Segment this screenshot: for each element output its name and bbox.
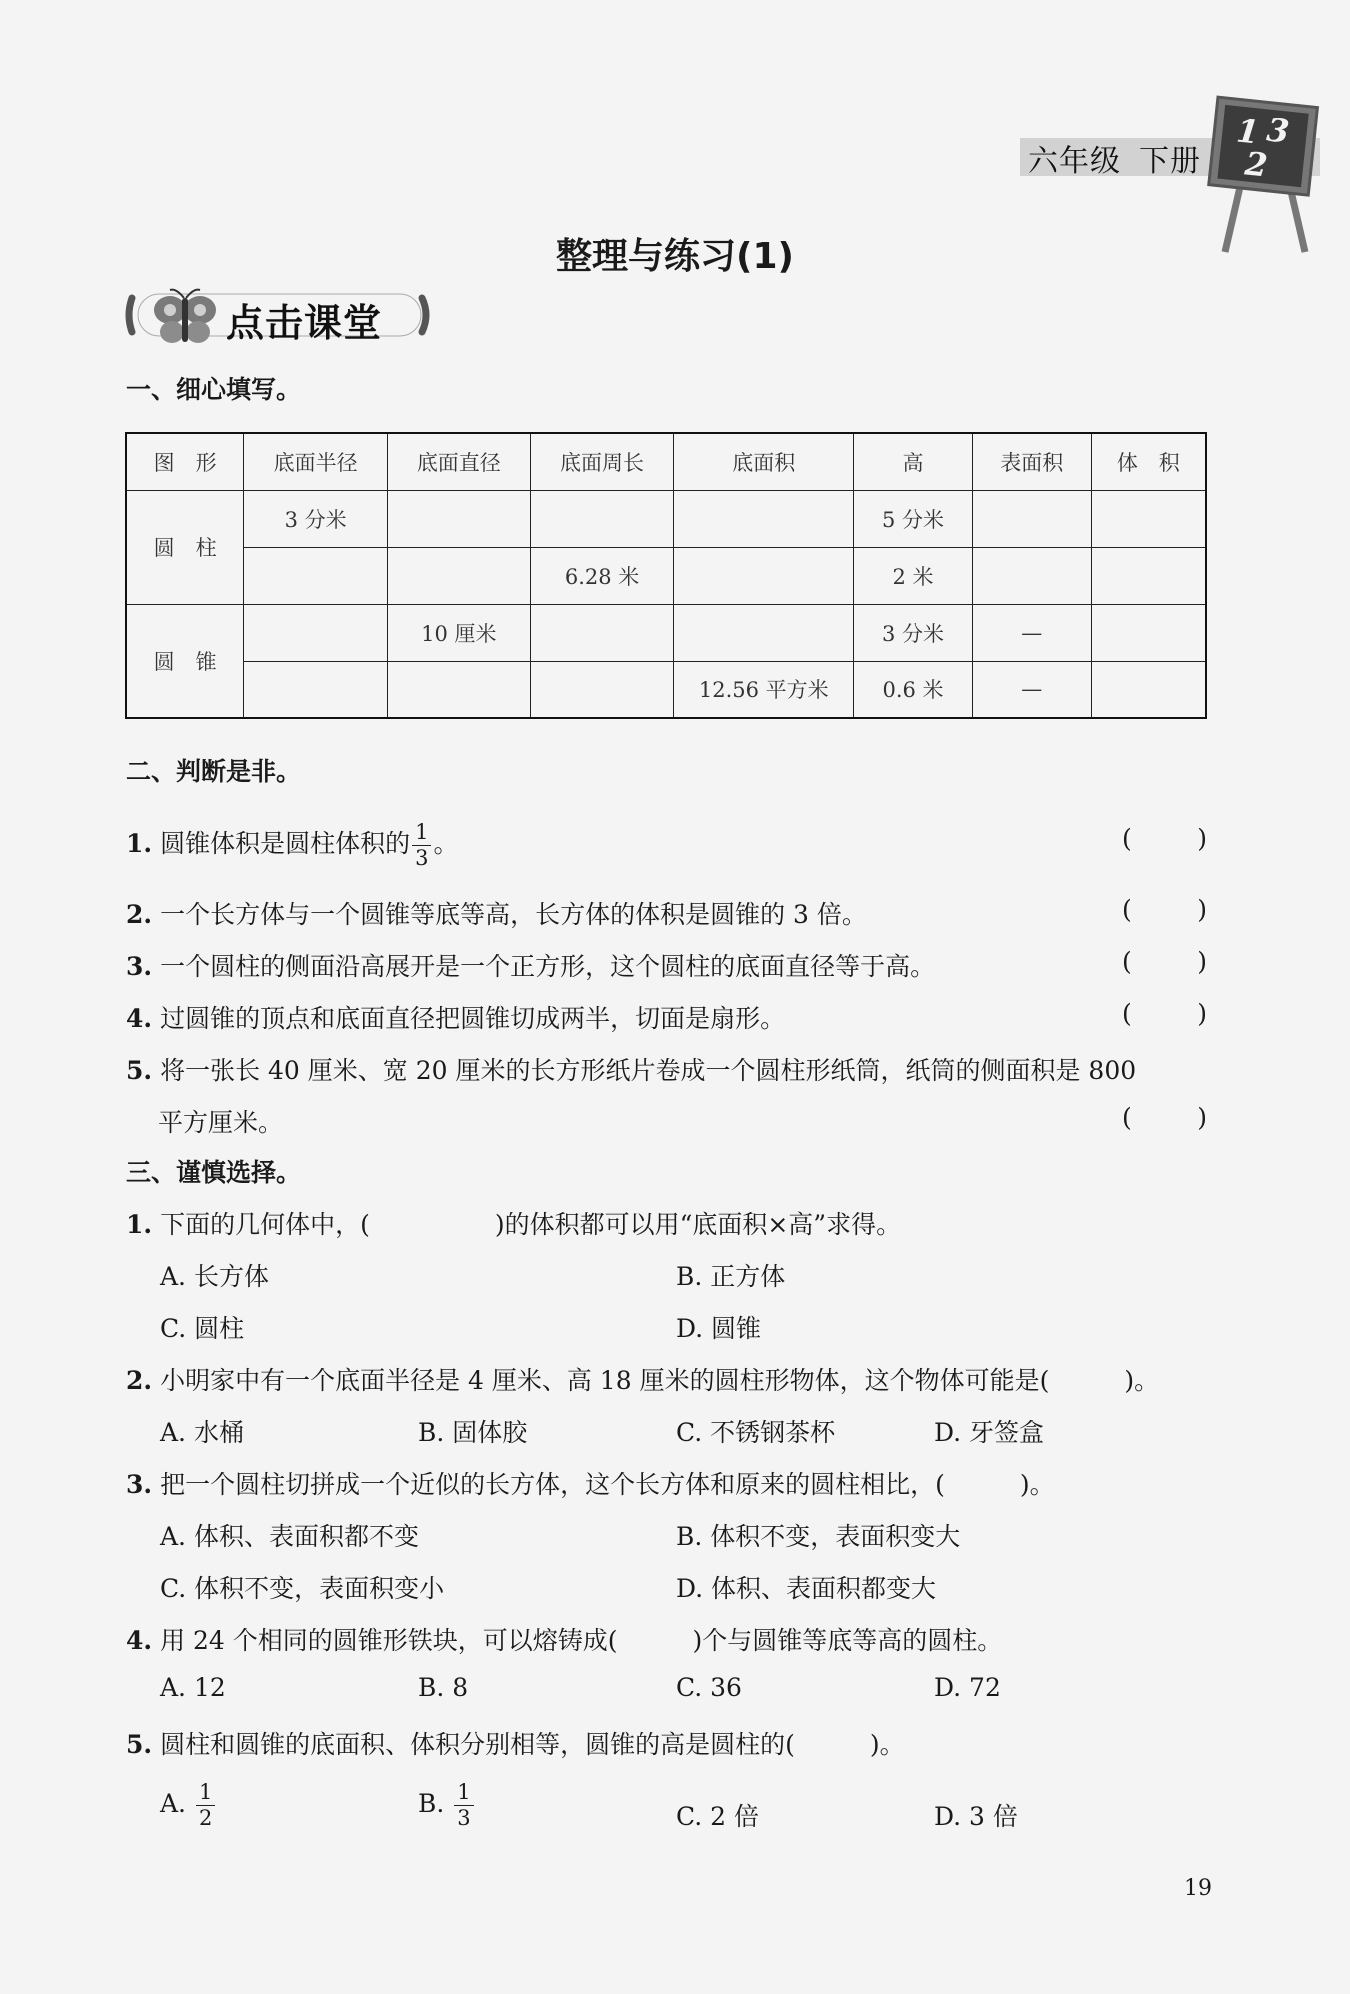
option-b[interactable] [418, 1782, 476, 1829]
option-d[interactable]: D. 72 [934, 1673, 1001, 1702]
table-cell [972, 490, 1091, 547]
table-cell: 3 分米 [854, 604, 973, 661]
answer-parens[interactable] [1122, 999, 1207, 1028]
item-text: 一个长方体与一个圆锥等底等高，长方体的体积是圆锥的 3 倍。 [160, 900, 867, 929]
answer-parens[interactable] [1122, 1103, 1207, 1132]
table-cell [244, 547, 388, 604]
option-d[interactable]: D. 牙签盒 [934, 1418, 1045, 1447]
answer-parens[interactable] [1122, 947, 1207, 976]
option-c[interactable]: C. 不锈钢茶杯 [676, 1418, 836, 1447]
header-cell: 底面半径 [244, 433, 388, 490]
header-cell: 表面积 [972, 433, 1091, 490]
fraction [196, 1782, 215, 1829]
table-cell [244, 604, 388, 661]
dimension-table [125, 432, 1207, 719]
item-number: 4. [126, 1004, 153, 1033]
section2-heading: 二、判断是非。 [126, 757, 302, 786]
option-b[interactable]: B. 8 [418, 1673, 469, 1702]
volume-text: 下册 [1139, 144, 1201, 179]
table-cell [972, 547, 1091, 604]
judge-item-3 [126, 947, 935, 983]
board-number-3: 3 [1264, 110, 1291, 151]
item-text: 一个圆柱的侧面沿高展开是一个正方形，这个圆柱的底面直径等于高。 [160, 952, 936, 981]
paren-open: ( [1122, 824, 1132, 853]
grade-text: 六年级 [1028, 144, 1121, 179]
header-cell: 图 形 [126, 433, 244, 490]
table-cell: 3 分米 [244, 490, 388, 547]
table-cell: 0.6 米 [854, 661, 973, 718]
option-b[interactable]: B. 固体胶 [418, 1418, 528, 1447]
table-row [126, 661, 1206, 718]
banner-title: 点击课堂 [226, 301, 383, 345]
judge-item-5 [126, 1051, 1136, 1087]
paren-close: ) [1197, 824, 1207, 853]
table-cell: 5 分米 [854, 490, 973, 547]
item-text: 圆锥体积是圆柱体积的 [160, 829, 411, 858]
section1-heading: 一、细心填写。 [126, 375, 302, 404]
header-cell: 体 积 [1091, 433, 1206, 490]
fraction-numerator: 1 [196, 1782, 215, 1806]
table-cell [674, 490, 854, 547]
option-a[interactable]: A. 长方体 [160, 1262, 269, 1291]
header-cell: 底面直径 [387, 433, 530, 490]
table-cell: — [972, 661, 1091, 718]
table-cell: — [972, 604, 1091, 661]
option-a[interactable]: A. 水桶 [160, 1418, 244, 1447]
fraction [412, 822, 431, 869]
option-c[interactable]: C. 体积不变，表面积变小 [160, 1574, 445, 1603]
table-cell: 12.56 平方米 [674, 661, 854, 718]
fraction-numerator: 1 [454, 1782, 473, 1806]
fraction-denominator: 3 [457, 1806, 471, 1830]
paren-open: ( [1122, 1103, 1132, 1132]
choice-item-3 [126, 1465, 1055, 1501]
paren-close: ) [1197, 895, 1207, 924]
table-cell [530, 661, 674, 718]
item-text: 过圆锥的顶点和底面直径把圆锥切成两半，切面是扇形。 [160, 1004, 786, 1033]
option-label: A. [160, 1789, 187, 1818]
table-cell [530, 604, 674, 661]
paren-open: ( [1122, 895, 1132, 924]
table-cell [1091, 604, 1206, 661]
item-number: 4. [126, 1626, 153, 1655]
page-number: 19 [1184, 1876, 1212, 1901]
paren-close: ) [1197, 1103, 1207, 1132]
table-cell [674, 604, 854, 661]
option-d[interactable]: D. 3 倍 [934, 1802, 1018, 1831]
section3-heading: 三、谨慎选择。 [126, 1158, 302, 1187]
header-cell: 底面积 [674, 433, 854, 490]
option-c[interactable]: C. 圆柱 [160, 1314, 245, 1343]
row-group-label: 圆 柱 [126, 490, 244, 604]
option-label: B. [418, 1789, 445, 1818]
answer-parens[interactable] [1122, 895, 1207, 924]
option-a[interactable]: A. 体积、表面积都不变 [160, 1522, 419, 1551]
table-cell [387, 661, 530, 718]
option-a[interactable] [160, 1782, 217, 1829]
option-c[interactable]: C. 2 倍 [676, 1802, 759, 1831]
paren-close: ) [1197, 947, 1207, 976]
page-title: 整理与练习(1) [556, 236, 794, 277]
option-b[interactable]: B. 正方体 [676, 1262, 786, 1291]
paren-open: ( [1122, 999, 1132, 1028]
item-number: 1. [126, 1210, 153, 1239]
choice-item-5 [126, 1725, 905, 1761]
option-c[interactable]: C. 36 [676, 1673, 742, 1702]
judge-item-4 [126, 999, 785, 1035]
item-text: 下面的几何体中，( )的体积都可以用“底面积×高”求得。 [160, 1210, 902, 1239]
answer-parens[interactable] [1122, 824, 1207, 853]
table-cell [387, 490, 530, 547]
choice-item-1 [126, 1205, 901, 1241]
table-cell [530, 490, 674, 547]
table-row [126, 547, 1206, 604]
table-row [126, 490, 1206, 547]
item-number: 5. [126, 1056, 153, 1085]
table-cell [1091, 490, 1206, 547]
item-number: 3. [126, 952, 153, 981]
table-cell [674, 547, 854, 604]
header-cell: 底面周长 [530, 433, 674, 490]
option-b[interactable]: B. 体积不变，表面积变大 [676, 1522, 961, 1551]
item-text: 用 24 个相同的圆锥形铁块，可以熔铸成( )个与圆锥等底等高的圆柱。 [160, 1626, 1003, 1655]
judge-item-5-continued: 平方厘米。 [158, 1108, 284, 1137]
header-cell: 高 [854, 433, 973, 490]
item-number: 5. [126, 1730, 153, 1759]
item-text: 把一个圆柱切拼成一个近似的长方体，这个长方体和原来的圆柱相比，( )。 [160, 1470, 1055, 1499]
table-cell [244, 661, 388, 718]
option-d[interactable]: D. 圆锥 [676, 1314, 762, 1343]
board-number-1: 1 [1234, 111, 1261, 152]
paren-close: ) [1197, 999, 1207, 1028]
item-number: 2. [126, 900, 153, 929]
judge-item-1 [126, 822, 458, 869]
choice-item-4 [126, 1621, 1002, 1657]
grade-label [1028, 136, 1219, 180]
table-cell [1091, 661, 1206, 718]
item-number: 1. [126, 829, 153, 858]
table-cell [1091, 547, 1206, 604]
table-cell: 2 米 [854, 547, 973, 604]
item-number: 2. [126, 1366, 153, 1395]
choice-item-2 [126, 1361, 1159, 1397]
butterfly-icon [154, 290, 216, 343]
table-cell: 10 厘米 [387, 604, 530, 661]
fraction-denominator: 2 [198, 1806, 213, 1830]
item-tail: 。 [433, 829, 459, 858]
fraction-numerator: 1 [412, 822, 431, 846]
item-text: 圆柱和圆锥的底面积、体积分别相等，圆锥的高是圆柱的( )。 [160, 1730, 905, 1759]
fraction-denominator: 3 [415, 846, 429, 870]
judge-item-2 [126, 895, 867, 931]
row-group-label: 圆 锥 [126, 604, 244, 718]
table-header-row [126, 433, 1206, 490]
fraction [454, 1782, 473, 1829]
table-cell [387, 547, 530, 604]
paren-open: ( [1122, 947, 1132, 976]
item-text: 小明家中有一个底面半径是 4 厘米、高 18 厘米的圆柱形物体，这个物体可能是( )。 [160, 1366, 1160, 1395]
table-row [126, 604, 1206, 661]
item-number: 3. [126, 1470, 153, 1499]
option-d[interactable]: D. 体积、表面积都变大 [676, 1574, 937, 1603]
option-a[interactable]: A. 12 [160, 1673, 226, 1702]
table-cell: 6.28 米 [530, 547, 674, 604]
board-number-2: 2 [1243, 144, 1270, 185]
item-text: 将一张长 40 厘米、宽 20 厘米的长方形纸片卷成一个圆柱形纸筒，纸筒的侧面积是 800 [160, 1056, 1137, 1085]
